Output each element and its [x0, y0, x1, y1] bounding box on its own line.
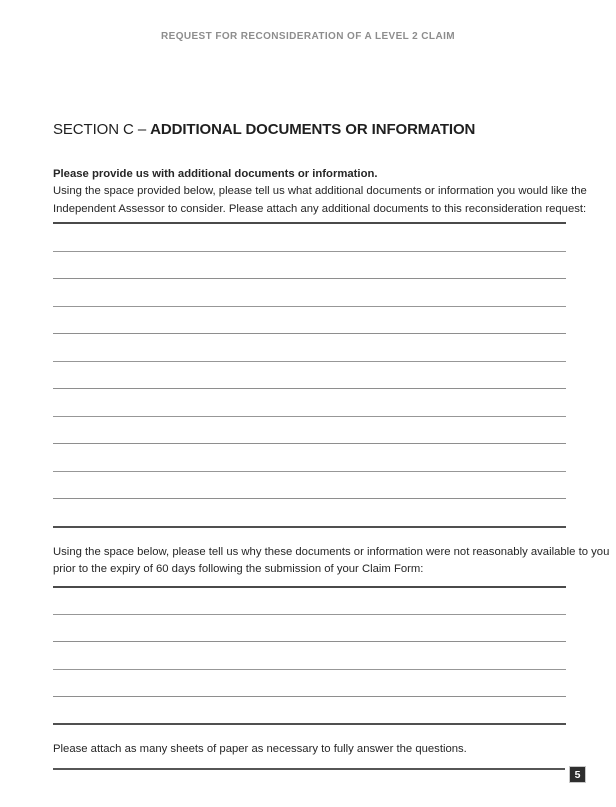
answer-line — [53, 278, 566, 279]
question1-line-2: Independent Assessor to consider. Please attach any additional documents to this reconsideration request: — [53, 202, 587, 215]
answer-line — [53, 526, 566, 528]
answer-line — [53, 669, 566, 670]
answer-line — [53, 306, 566, 307]
section-title-text: ADDITIONAL DOCUMENTS OR INFORMATION — [150, 121, 476, 138]
answer-line — [53, 641, 566, 642]
question1-answer-lines — [53, 222, 566, 528]
answer-line — [53, 333, 566, 334]
answer-line — [53, 696, 566, 697]
question2-answer-lines — [53, 586, 566, 725]
answer-line — [53, 388, 566, 389]
question2-line-1: Using the space below, please tell us why these documents or information were not reasonably available to you — [53, 546, 610, 558]
question1-line-1: Using the space provided below, please tell us what additional documents or information you would like the — [53, 185, 587, 198]
question1-lead: Please provide us with additional documents or information. — [53, 168, 378, 180]
answer-line — [53, 586, 566, 588]
section-title — [53, 121, 593, 138]
section-title-prefix: SECTION C – — [53, 121, 151, 138]
answer-line — [53, 361, 566, 362]
question2-instructions — [53, 544, 610, 579]
footer-note: Please attach as many sheets of paper as necessary to fully answer the questions. — [53, 743, 467, 755]
answer-line — [53, 498, 566, 499]
answer-line — [53, 471, 566, 472]
answer-line — [53, 443, 566, 444]
page-number-badge: 5 — [569, 766, 586, 783]
answer-line — [53, 416, 566, 417]
footer-divider — [53, 768, 565, 770]
answer-line — [53, 251, 566, 252]
answer-line — [53, 222, 566, 224]
question1-instructions — [53, 166, 598, 218]
answer-line — [53, 723, 566, 725]
running-header: REQUEST FOR RECONSIDERATION OF A LEVEL 2 CLAIM — [161, 31, 455, 42]
question2-line-2: prior to the expiry of 60 days following the submission of your Claim Form: — [53, 563, 424, 576]
answer-line — [53, 614, 566, 615]
